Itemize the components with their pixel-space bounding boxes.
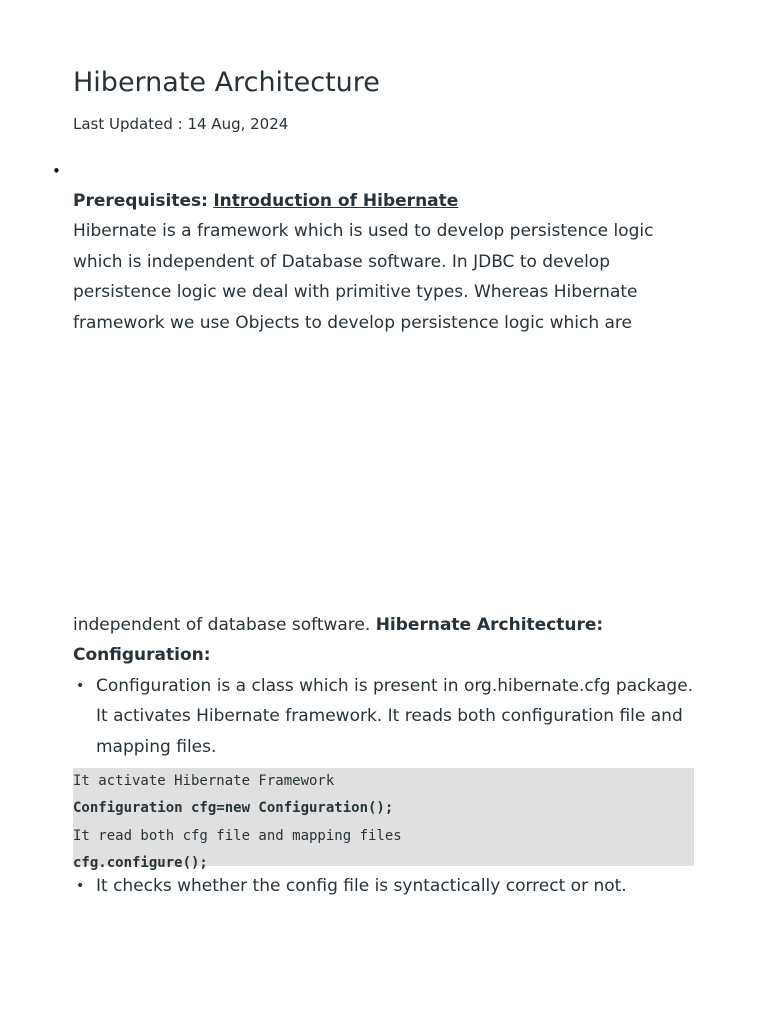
code-line: cfg.configure(); (73, 854, 208, 871)
configuration-list (73, 671, 698, 762)
checks-list (73, 871, 698, 901)
configuration-heading: Configuration: (73, 645, 211, 666)
code-line: It read both cfg file and mapping files (73, 827, 402, 844)
code-block (73, 768, 694, 871)
checks-list-item: • It checks whether the config file is syntactically correct or not. (73, 871, 698, 901)
code-line: Configuration cfg=new Configuration(); (73, 800, 394, 817)
intro-continuation (73, 610, 698, 640)
intro-continuation-text: independent of database software. (73, 615, 371, 635)
image-placeholder (73, 340, 698, 600)
configuration-list-item: • Configuration is a class which is present in org.hibernate.cfg package. It activates Hibernate framework. It reads both configuration file and mapping files. (73, 671, 698, 762)
architecture-heading: Hibernate Architecture: (375, 615, 604, 635)
code-line: It activate Hibernate Framework (73, 773, 335, 789)
intro-hibernate-link[interactable]: Introduction of Hibernate (213, 191, 459, 211)
page-title: Hibernate Architecture (73, 67, 380, 98)
architecture-section (73, 610, 698, 762)
list-bullet: • (52, 162, 61, 180)
prerequisites-label: Prerequisites: (73, 191, 208, 211)
checks-section (73, 871, 698, 901)
last-updated: Last Updated : 14 Aug, 2024 (73, 115, 289, 133)
intro-section (73, 186, 698, 338)
intro-paragraph: Hibernate is a framework which is used to develop persistence logic which is independent of Database software. In JDBC to develop persistence logic we deal with primitive types. Whereas Hibernate framework we use Objects to develop persistence logic which are (73, 221, 654, 333)
prerequisites-line (73, 186, 698, 216)
